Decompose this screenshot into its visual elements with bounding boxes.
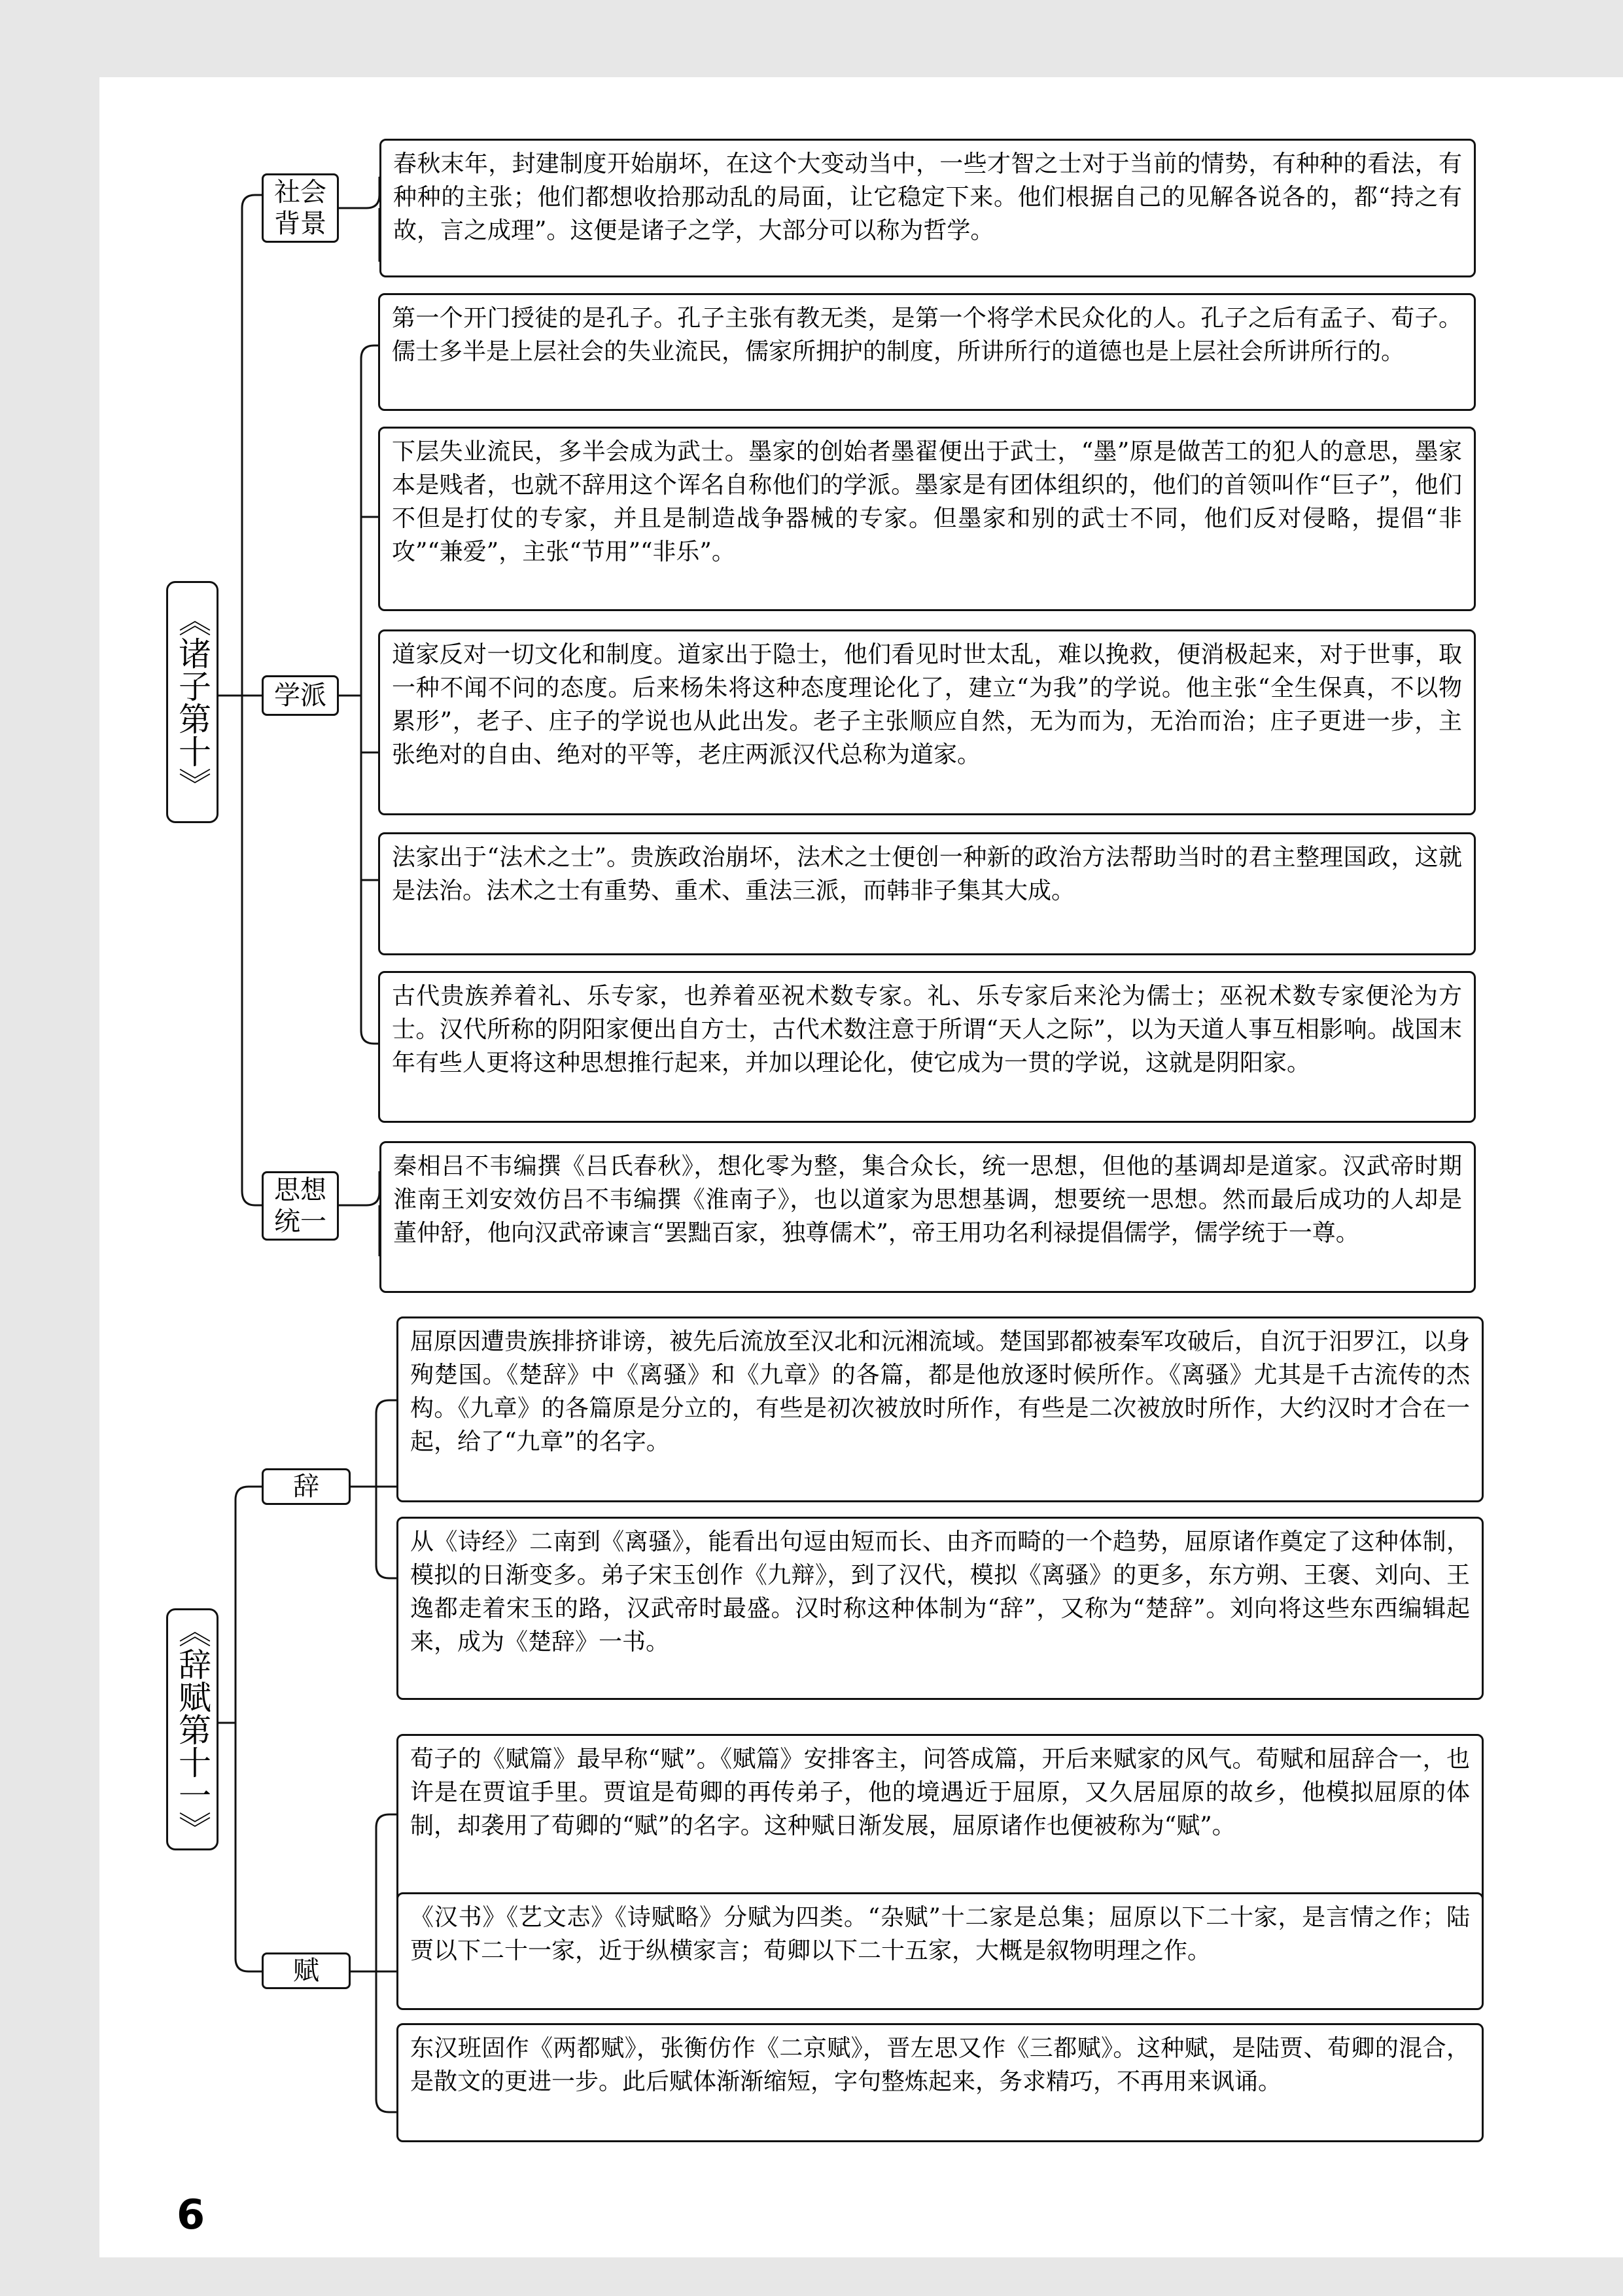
text-box-fu-later: 东汉班固作《两都赋》，张衡仿作《二京赋》，晋左思又作《三都赋》。这种赋，是陆贾、荀卿的混合，是散文的更进一步。此后赋体渐渐缩短，字句整炼起来，务求精巧，不再用来讽诵。 bbox=[396, 2023, 1484, 2142]
connector-fu bbox=[349, 1814, 396, 2112]
branch-label-fu: 赋 bbox=[262, 1952, 351, 1989]
text-box-ci-chuci: 从《诗经》二南到《离骚》，能看出句逗由短而长、由齐而畸的一个趋势，屈原诸作奠定了这种体制，模拟的日渐变多。弟子宋玉创作《九辩》，到了汉代，模拟《离骚》的更多，东方朔、王褒、刘向、王逸都走着宋玉的路，汉武帝时最盛。汉时称这种体制为“辞”，又称为“楚辞”。刘向将这些东西编辑起来，成为《楚辞》一书。 bbox=[396, 1517, 1484, 1700]
branch-label-background: 社会背景 bbox=[262, 173, 339, 243]
text-box-school-yinyang: 古代贵族养着礼、乐专家，也养着巫祝术数专家。礼、乐专家后来沦为儒士；巫祝术数专家便沦为方士。汉代所称的阴阳家便出自方士，古代术数注意于所谓“天人之际”，以为天道人事互相影响。战国末年有些人更将这种思想推行起来，并加以理论化，使它成为一贯的学说，这就是阴阳家。 bbox=[378, 971, 1476, 1123]
branch-label-unification: 思想统一 bbox=[262, 1171, 339, 1241]
branch-label-ci: 辞 bbox=[262, 1468, 351, 1505]
branch-label-schools: 学派 bbox=[262, 675, 339, 716]
text-box-school-confucian: 第一个开门授徒的是孔子。孔子主张有教无类，是第一个将学术民众化的人。孔子之后有孟子、荀子。儒士多半是上层社会的失业流民，儒家所拥护的制度，所讲所行的道德也是上层社会所讲所行的。 bbox=[378, 293, 1476, 411]
text-box-school-legalist: 法家出于“法术之士”。贵族政治崩坏，法术之士便创一种新的政治方法帮助当时的君主整理国政，这就是法治。法术之士有重势、重术、重法三派，而韩非子集其大成。 bbox=[378, 832, 1476, 955]
connector-ci bbox=[349, 1400, 396, 1578]
text-box-school-daoist: 道家反对一切文化和制度。道家出于隐士，他们看见时世太乱，难以挽救，便消极起来，对于世事，取一种不闻不问的态度。后来杨朱将这种态度理论化了，建立“为我”的学说。他主张“全生保真，不以物累形”，老子、庄子的学说也从此出发。老子主张顺应自然，无为而为，无治而治；庄子更进一步，主张绝对的自由、绝对的平等，老庄两派汉代总称为道家。 bbox=[378, 629, 1476, 815]
text-box-fu-hanshu: 《汉书》《艺文志》《诗赋略》分赋为四类。“杂赋”十二家是总集；屈原以下二十家，是言情之作；陆贾以下二十一家，近于纵横家言；荀卿以下二十五家，大概是叙物明理之作。 bbox=[396, 1892, 1484, 2010]
chapter-title-cifu: 《辞赋第十一》 bbox=[166, 1608, 218, 1850]
text-box-ci-quyuan: 屈原因遭贵族排挤诽谤，被先后流放至汉北和沅湘流域。楚国郢都被秦军攻破后，自沉于汨罗江，以身殉楚国。《楚辞》中《离骚》和《九章》的各篇，都是他放逐时候所作。《离骚》尤其是千古流传的杰构。《九章》的各篇原是分立的，有些是初次被放时所作，有些是二次被放时所作，大约汉时才合在一起，给了“九章”的名字。 bbox=[396, 1316, 1484, 1502]
page-number: 6 bbox=[177, 2191, 205, 2238]
text-box-background: 春秋末年，封建制度开始崩坏，在这个大变动当中，一些才智之士对于当前的情势，有种种的看法，有种种的主张；他们都想收拾那动乱的局面，让它稳定下来。他们根据自己的见解各说各的，都“持之有故，言之成理”。这便是诸子之学，大部分可以称为哲学。 bbox=[379, 139, 1476, 277]
text-box-fu-origin: 荀子的《赋篇》最早称“赋”。《赋篇》安排客主，问答成篇，开后来赋家的风气。荀赋和屈辞合一，也许是在贾谊手里。贾谊是荀卿的再传弟子，他的境遇近于屈原，又久居屈原的故乡，他模拟屈原的体制，却袭用了荀卿的“赋”的名字。这种赋日渐发展，屈原诸作也便被称为“赋”。 bbox=[396, 1734, 1484, 1915]
connector-schools bbox=[338, 345, 378, 1044]
chapter-title-zhuzi: 《诸子第十》 bbox=[166, 581, 218, 823]
text-box-unification: 秦相吕不韦编撰《吕氏春秋》，想化零为整，集合众长，统一思想，但他的基调却是道家。汉武帝时期淮南王刘安效仿吕不韦编撰《淮南子》，也以道家为思想基调，想要统一思想。然而最后成功的人却是董仲舒，他向汉武帝谏言“罢黜百家，独尊儒术”，帝王用功名利禄提倡儒学，儒学统于一尊。 bbox=[379, 1141, 1476, 1293]
text-box-school-mohist: 下层失业流民，多半会成为武士。墨家的创始者墨翟便出于武士，“墨”原是做苦工的犯人的意思，墨家本是贱者，也就不辞用这个诨名自称他们的学派。墨家是有团体组织的，他们的首领叫作“巨子”，他们不但是打仗的专家，并且是制造战争器械的专家。但墨家和别的武士不同，他们反对侵略，提倡“非攻”“兼爱”，主张“节用”“非乐”。 bbox=[378, 427, 1476, 611]
